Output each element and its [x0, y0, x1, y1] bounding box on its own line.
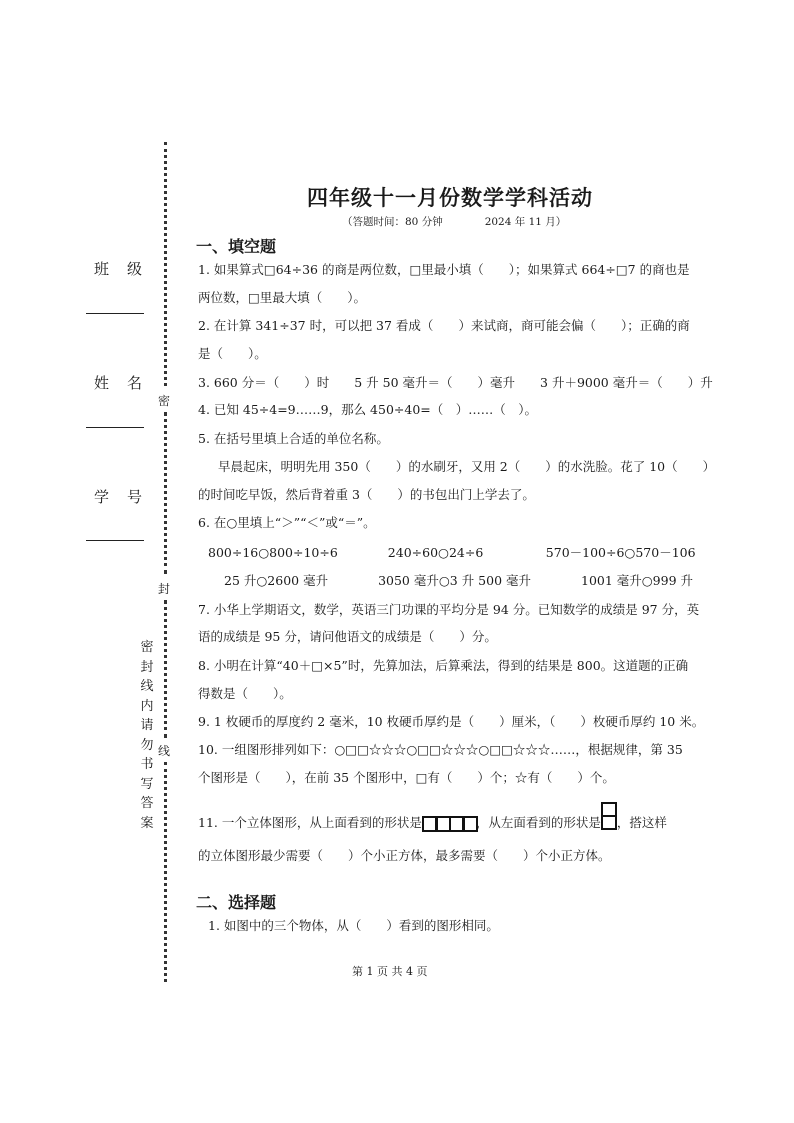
section-fill-blank-heading: 一、填空题 [196, 237, 277, 256]
question-line: 5. 在括号里填上合适的单位名称。 [198, 431, 389, 446]
question-line: 7. 小华上学期语文，数学，英语三门功课的平均分是 94 分。已知数学的成绩是 97 分，英 [198, 602, 700, 617]
seal-char-feng: 封 [158, 582, 171, 596]
name-label: 姓名 [94, 374, 161, 392]
question-line: 个图形是（ ），在前 35 个图形中，□有（ ）个；☆有（ ）个。 [198, 770, 615, 785]
name-blank [86, 427, 144, 428]
class-blank [86, 313, 144, 314]
question-line: 6. 在○里填上“＞”“＜”或“＝”。 [198, 515, 376, 530]
question-line: 早晨起床，明明先用 350（ ）的水刷牙，又用 2（ ）的水洗脸。花了 10（ ） [218, 459, 716, 474]
question-line: 两位数，□里最大填（ ）。 [198, 290, 367, 305]
question-line: 2. 在计算 341÷37 时，可以把 37 看成（ ）来试商，商可能会偏（ ）；正确的商 [198, 318, 690, 333]
student-id-label: 学号 [94, 488, 161, 506]
question-line: 的时间吃早饭，然后背着重 3（ ）的书包出门上学去了。 [198, 487, 535, 502]
page-title: 四年级十一月份数学学科活动 [307, 185, 593, 210]
seal-note: 密 封 线 内 请 勿 书 写 答 案 [140, 640, 154, 831]
question-line: 1. 如果算式□64÷36 的商是两位数，□里最小填（ ）；如果算式 664÷□7 的商也是 [198, 262, 690, 277]
question-line: 1. 如图中的三个物体，从（ ）看到的图形相同。 [208, 918, 499, 933]
seal-char-mi: 密 [158, 394, 171, 408]
question-line: 3. 660 分＝（ ）时 5 升 50 毫升＝（ ）毫升 3 升＋9000 毫升＝（ ）升 [198, 375, 713, 390]
seal-line-segment-4 [164, 762, 167, 982]
question-line: 的立体图形最少需要（ ）个小正方体，最多需要（ ）个小正方体。 [198, 848, 611, 863]
question-line: 10. 一组图形排列如下：○□□☆☆☆○□□☆☆☆○□□☆☆☆……，根据规律，第 35 [198, 742, 683, 757]
seal-line-segment-3 [164, 600, 167, 738]
question-line: 9. 1 枚硬币的厚度约 2 毫米，10 枚硬币厚约是（ ）厘米，（ ）枚硬币厚约 10 米。 [198, 714, 705, 729]
section-choice-heading: 二、选择题 [196, 893, 277, 912]
page-subtitle: （答题时间：80 分钟 2024 年 11 月） [342, 216, 567, 228]
comparison-row: 25 升○2600 毫升 3050 毫升○3 升 500 毫升 1001 毫升○999 升 [224, 573, 694, 588]
question-line: 4. 已知 45÷4=9……9，那么 450÷40=（ ）……（ ）。 [198, 402, 538, 417]
question-line: 是（ ）。 [198, 346, 267, 361]
question-line: 8. 小明在计算“40＋□×5”时，先算加法，后算乘法，得到的结果是 800。这道题的正确 [198, 658, 689, 673]
class-label: 班级 [94, 260, 161, 278]
question-line: 语的成绩是 95 分，请问他语文的成绩是（ ）分。 [198, 629, 497, 644]
question-line: 得数是（ ）。 [198, 686, 292, 701]
left-view-figure [601, 802, 617, 827]
seal-char-xian: 线 [158, 744, 171, 758]
comparison-row: 800÷16○800÷10÷6 240÷60○24÷6 570－100÷6○570－106 [208, 545, 696, 560]
question-11-line-1: 11. 一个立体图形，从上面看到的形状是 ，从左面看到的形状是 ，搭这样 [198, 815, 667, 832]
student-id-blank [86, 540, 144, 541]
page-number: 第 1 页 共 4 页 [352, 965, 428, 978]
top-view-figure [422, 816, 476, 832]
seal-line-segment-2 [164, 412, 167, 574]
seal-line-segment-1 [164, 142, 167, 386]
